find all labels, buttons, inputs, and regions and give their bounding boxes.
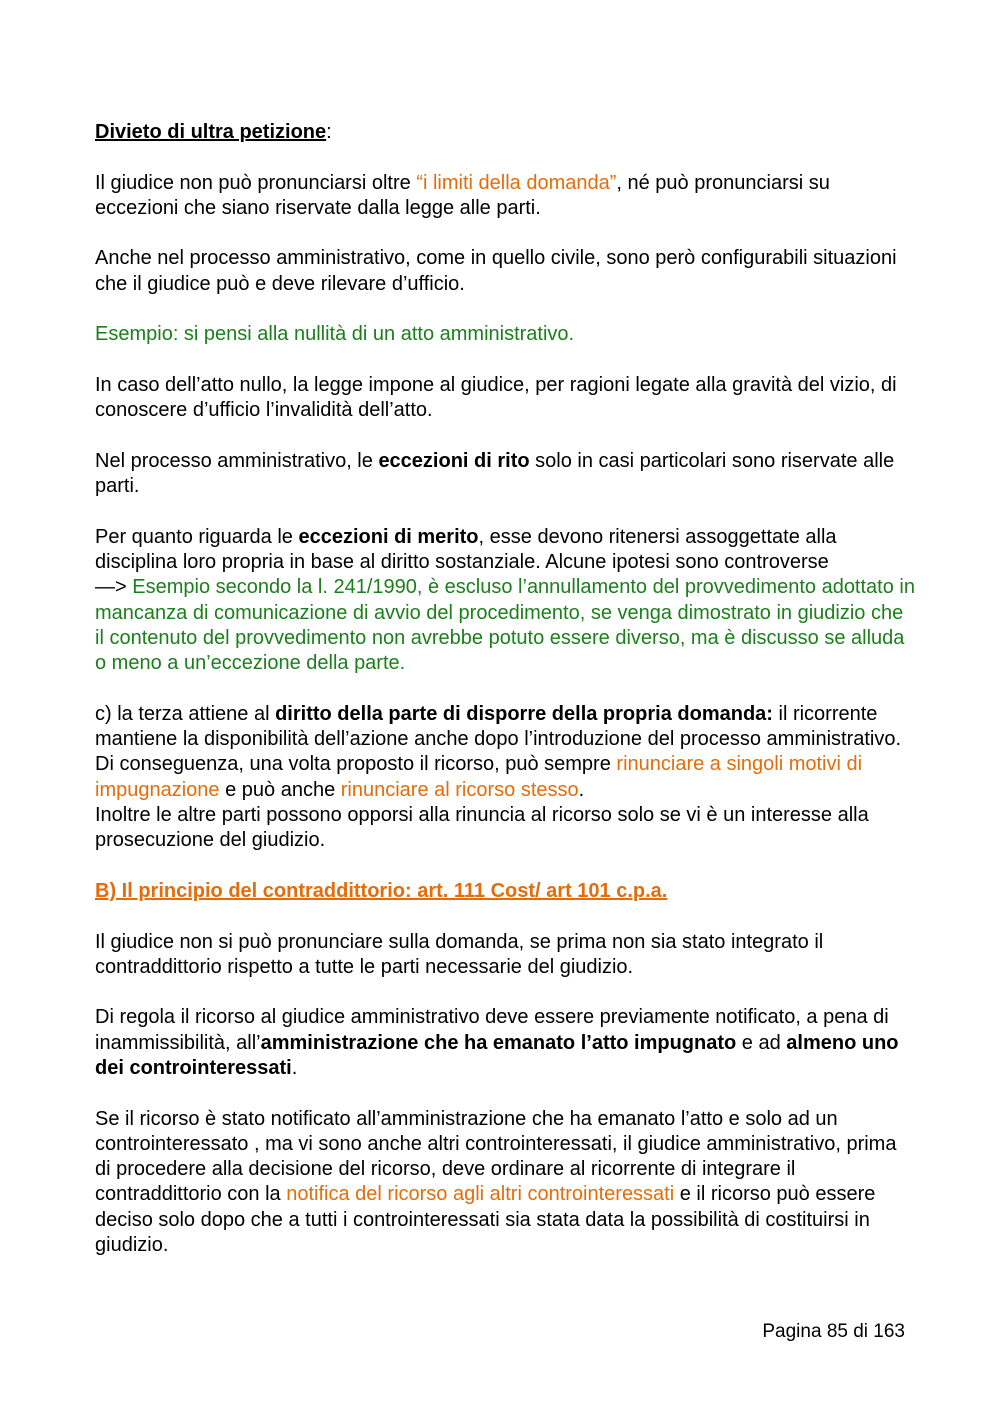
text-run: Di conseguenza, una volta proposto il ricorso, può sempre — [95, 753, 617, 776]
text-run: il ricorrente mantiene la disponibilità dell’azione anche dopo l’introduzione del processo amministrativo. — [95, 702, 902, 751]
bold-term: eccezioni di merito — [298, 525, 479, 548]
paragraph-7c: Inoltre le altre parti possono opporsi alla rinuncia al ricorso solo se vi è un interesse alla prosecuzione del giudizio. — [95, 804, 869, 852]
paragraph-4: In caso dell’atto nullo, la legge impone al giudice, per ragioni legate alla gravità del vizio, di conoscere d’ufficio l’invalidità dell’atto. — [95, 373, 897, 422]
text-run: Di regola il ricorso al giudice amministrativo deve essere previamente notificato, a pena di inammissibilità, all’ — [95, 1006, 889, 1054]
heading-text: B) Il principio del contraddittorio: art. 111 Cost/ art 101 c.p.a. — [95, 879, 668, 902]
text-run: Il giudice non può pronunciarsi oltre — [95, 171, 417, 194]
paragraph-2: Anche nel processo amministrativo, come in quello civile, sono però configurabili situazioni che il giudice può e deve rilevare d’ufficio. — [95, 247, 897, 295]
highlight-orange: rinunciare al ricorso stesso — [340, 778, 579, 801]
text-run: . — [578, 778, 585, 801]
paragraph-6 — [95, 525, 915, 576]
paragraph-8: Il giudice non si può pronunciare sulla domanda, se prima non sia stato integrato il contraddittorio rispetto a tutte le parti necessarie del giudizio. — [95, 930, 824, 978]
bold-term: eccezioni di rito — [378, 449, 530, 472]
example-241-1990 — [95, 575, 915, 676]
paragraph-7b — [95, 752, 915, 803]
heading-text: Divieto di ultra petizione — [95, 121, 327, 143]
bold-term: diritto della parte di disporre della propria domanda: — [275, 702, 773, 725]
arrow-marker: —> — [95, 576, 133, 599]
heading-colon: : — [326, 121, 332, 143]
paragraph-1 — [95, 171, 915, 222]
highlight-orange: “i limiti della domanda” — [416, 171, 617, 194]
text-run: , né può pronunciarsi su eccezioni che siano riservate dalla legge alle parti. — [95, 171, 830, 219]
page-content — [95, 120, 915, 1284]
text-run: Per quanto riguarda le — [95, 525, 299, 548]
highlight-orange: rinunciare a singoli motivi di impugnazione — [95, 753, 863, 801]
bold-term: amministrazione che ha emanato l’atto impugnato — [260, 1031, 737, 1054]
example-text: Esempio secondo la l. 241/1990, è escluso l’annullamento del provvedimento adottato in mancanza di comunicazione di avvio del procedimento, se venga dimostrato in giudizio che il contenuto del provvedimento non avrebbe potuto essere diverso, ma è discusso se alluda o meno a un’eccezione della parte. — [95, 576, 915, 675]
text-run: . — [291, 1056, 298, 1079]
page-number: Pagina 85 di 163 — [762, 1321, 905, 1342]
text-run: e il ricorso può essere deciso solo dopo che a tutti i controinteressati sia stata data la possibilità di costituirsi in giudizio. — [95, 1183, 876, 1257]
text-run: Se il ricorso è stato notificato all’amministrazione che ha emanato l’atto e solo ad un controinteressato , ma vi sono anche altri controinteressati, il giudice amministrativo, prima di procedere alla decisione del ricorso, deve ordinare al ricorrente di integrare il contraddittorio con la — [95, 1107, 897, 1206]
section-heading-ultra-petizione — [95, 120, 915, 145]
text-run: e può anche — [219, 778, 341, 801]
highlight-orange: notifica del ricorso agli altri controinteressati — [286, 1183, 675, 1206]
paragraph-10 — [95, 1107, 915, 1259]
paragraph-5 — [95, 449, 915, 500]
text-run: , esse devono ritenersi assoggettate alla disciplina loro propria in base al diritto sostanziale. Alcune ipotesi sono controverse — [95, 525, 837, 574]
paragraph-7 — [95, 702, 915, 753]
text-run: Nel processo amministrativo, le — [95, 449, 379, 472]
section-heading-contraddittorio — [95, 879, 915, 904]
bold-term: almeno uno dei controinteressati — [95, 1031, 899, 1079]
example-nullita: Esempio: si pensi alla nullità di un atto amministrativo. — [95, 323, 575, 346]
text-run: solo in casi particolari sono riservate alle parti. — [95, 449, 895, 498]
paragraph-9 — [95, 1005, 915, 1081]
text-run: c) la terza attiene al — [95, 702, 276, 725]
text-run: e ad — [736, 1031, 787, 1054]
